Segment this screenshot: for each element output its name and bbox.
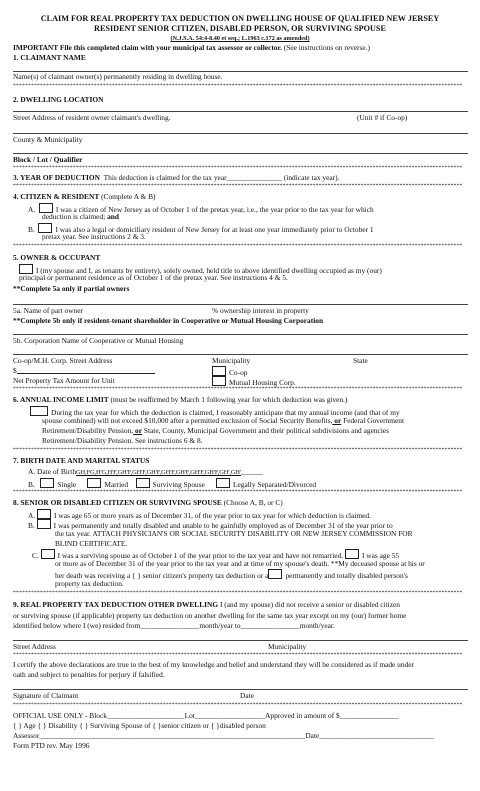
age-55-checkbox[interactable] bbox=[345, 549, 359, 559]
street-address-caption: Street Address of resident owner claimant's dwelling. bbox=[13, 113, 171, 122]
divider: ****************************************************************************************************************************************************** bbox=[13, 165, 463, 171]
corporation-name-caption: 5b. Corporation Name of Cooperative or Mutual Housing bbox=[13, 336, 184, 345]
owner-occupant-line1: I (my spouse and I, as tenants by entirety), solely owned, held title to above identified dwelling occupied as my (our) bbox=[19, 264, 382, 275]
section-5-heading: 5. OWNER & OCCUPANT bbox=[13, 253, 101, 262]
owner-occupant-line2: principal or permanent residence as of October 1 of the pretax year. See instructions 4 & 5. bbox=[19, 273, 288, 282]
form-title-line1: CLAIM FOR REAL PROPERTY TAX DEDUCTION ON DWELLING HOUSE OF QUALIFIED NEW JERSEY bbox=[40, 14, 440, 23]
income-limit-checkbox[interactable] bbox=[30, 406, 48, 416]
disabled-person-deduction-checkbox[interactable] bbox=[268, 569, 282, 579]
disabled-option-b-line3: BLIND CERTIFICATE. bbox=[55, 539, 128, 548]
section-7-heading: 7. BIRTH DATE AND MARITAL STATUS bbox=[13, 456, 150, 465]
disabled-option-b-line2: the tax year. ATTACH PHYSICIAN'S OR SOCIAL SECURITY DISABILITY OR NEW JERSEY COMMISSION FOR bbox=[55, 529, 413, 538]
married-checkbox[interactable] bbox=[87, 478, 101, 488]
divider: ****************************************************************************************************************************************************** bbox=[13, 386, 463, 392]
block-lot-caption: Block / Lot / Qualifier bbox=[13, 155, 83, 164]
mutual-housing-option: Mutual Housing Corp. bbox=[212, 376, 296, 387]
section-4b: B. I was also a legal or domiciliary resident of New Jersey for at least one year immediately prior to October 1 bbox=[28, 225, 374, 234]
unit-caption: (Unit # if Co-op) bbox=[357, 113, 408, 122]
official-use-line1: OFFICIAL USE ONLY - Block_____________________Lot___________________Approved in amount of $________________ bbox=[13, 711, 399, 720]
section-6-heading: 6. ANNUAL INCOME LIMIT (must be reaffirmed by March 1 following year for which deduction was given.) bbox=[13, 395, 348, 404]
former-street-caption: Street Address bbox=[13, 642, 56, 651]
form-revision: Form PTD rev. May 1996 bbox=[13, 741, 90, 750]
date-of-birth-field[interactable]: A. Date of BirthGH,FG,H'G,H'F,GH'F,GH'F,GH'F,GH'F,GH'F,GH'F,GH'F,GH',GH'______ bbox=[28, 467, 264, 476]
disabled-checkbox[interactable] bbox=[37, 519, 51, 529]
single-checkbox[interactable] bbox=[40, 478, 54, 488]
certify-line2: oath and subject to penalties for perjury if falsified. bbox=[13, 670, 165, 679]
date-caption: Date bbox=[240, 691, 254, 700]
official-use-line3: Assessor________________________________________________________________________Date_______________________________ bbox=[13, 731, 434, 740]
divider: ****************************************************************************************************************************************************** bbox=[13, 652, 463, 658]
former-address-field[interactable] bbox=[13, 640, 468, 641]
corporation-name-field[interactable] bbox=[13, 334, 468, 335]
income-line3: Retirement/Disability Pension, or State, County, Municipal Government and their political subdivisions and agencies bbox=[42, 426, 390, 435]
county-municipality-field[interactable] bbox=[13, 133, 468, 134]
coop-address-field[interactable] bbox=[13, 354, 468, 355]
part-owner-field[interactable] bbox=[13, 304, 468, 305]
claimant-name-caption: Name(s) of claimant owner(s) permanently residing in dwelling house. bbox=[13, 72, 223, 81]
section-9-line1: 9. REAL PROPERTY TAX DEDUCTION OTHER DWELLING I (and my spouse) did not receive a senior or disabled citizen bbox=[13, 600, 400, 609]
surviving-spouse-checkbox[interactable] bbox=[136, 478, 150, 488]
statute-reference: (N.J.S.A. 54:4-8.40 et seq.; L.1963 c.172 as amended) bbox=[170, 35, 310, 42]
coop-municipality-caption: Municipality bbox=[212, 356, 251, 365]
coop-option: Co-op bbox=[212, 366, 247, 377]
income-line2: spouse combined) will not exceed $10,000 after a permitted exclusion of Social Security Benefits, or Federal Government bbox=[42, 416, 405, 425]
divider: ****************************************************************************************************************************************************** bbox=[13, 243, 463, 249]
coop-checkbox[interactable] bbox=[212, 366, 226, 376]
net-tax-amount-field[interactable]: $ bbox=[13, 366, 155, 375]
surviving-option-c: C. I was a surviving spouse as of October 1 of the year prior to the tax year and have not remarried. I was age 55 bbox=[32, 551, 400, 560]
net-tax-caption: Net Property Tax Amount for Unit bbox=[13, 376, 115, 385]
section-4a: A. I was a citizen of New Jersey as of October 1 of the pretax year, i.e., the year prior to the tax year for which bbox=[28, 205, 374, 214]
marital-status-row: B. Single Married Surviving Spouse Legally Separated/Divorced bbox=[28, 480, 317, 489]
divider: ****************************************************************************************************************************************************** bbox=[13, 183, 463, 189]
surviving-spouse-55-checkbox[interactable] bbox=[41, 549, 55, 559]
divider: ****************************************************************************************************************************************************** bbox=[13, 83, 463, 89]
section-4b-cont: pretax year. See instructions 2 & 3. bbox=[42, 232, 146, 241]
disabled-option-b: B. I was permanently and totally disabled and unable to be gainfully employed as of December 31 of the year prior to bbox=[28, 521, 393, 530]
signature-field[interactable] bbox=[13, 689, 468, 690]
divider: ****************************************************************************************************************************************************** bbox=[13, 590, 463, 596]
section-8-heading: 8. SENIOR OR DISABLED CITIZEN OR SURVIVING SPOUSE (Choose A, B, or C) bbox=[13, 498, 283, 507]
divider: ****************************************************************************************************************************************************** bbox=[13, 489, 463, 495]
important-note: IMPORTANT File this completed claim with your municipal tax assessor or collector. (See instructions on reverse.) bbox=[13, 43, 370, 52]
block-lot-field[interactable] bbox=[13, 153, 468, 154]
divider: ****************************************************************************************************************************************************** bbox=[13, 702, 463, 708]
divider: ****************************************************************************************************************************************************** bbox=[13, 447, 463, 453]
official-use-line2: { } Age { } Disability { } Surviving Spouse of { }senior citizen or { }disabled person bbox=[13, 721, 266, 730]
coop-street-caption: Co-op/M.H. Corp. Street Address bbox=[13, 356, 113, 365]
street-address-field[interactable] bbox=[13, 111, 468, 112]
section-9-line2: or surviving spouse (if applicable) property tax deduction on another dwelling for the same tax year except on my (our) former home bbox=[13, 611, 407, 620]
note-5a: **Complete 5a only if partial owners bbox=[13, 284, 130, 293]
surviving-option-c-line3: her death was receiving a { } senior citizen's property tax deduction or a permanently and totally disabled person's bbox=[55, 571, 408, 580]
section-4a-cont: deduction is claimed; and bbox=[42, 212, 119, 221]
senior-option-a: A. I was age 65 or more years as of December 31, of the year prior to tax year for which deduction is claimed. bbox=[28, 511, 371, 520]
section-2-heading: 2. DWELLING LOCATION bbox=[13, 95, 104, 104]
income-line4: Retirement/Disability Pension. See instructions 6 & 8. bbox=[42, 436, 203, 445]
note-5b: **Complete 5b only if resident-tenant shareholder in Cooperative or Mutual Housing Corporation bbox=[13, 316, 324, 325]
mutual-housing-checkbox[interactable] bbox=[212, 376, 226, 386]
surviving-option-c-line4: property tax deduction. bbox=[55, 579, 124, 588]
section-9-line3: identified below where I (we) resided from________________month/year to________________month/year. bbox=[13, 621, 335, 630]
county-municipality-caption: County & Municipality bbox=[13, 135, 83, 144]
former-municipality-caption: Municipality bbox=[268, 642, 307, 651]
section-1-heading: 1. CLAIMANT NAME bbox=[13, 53, 86, 62]
part-owner-caption: 5a. Name of part owner bbox=[13, 306, 83, 315]
coop-state-caption: State bbox=[353, 356, 368, 365]
section-4-heading: 4. CITIZEN & RESIDENT (Complete A & B) bbox=[13, 192, 156, 201]
senior-65-checkbox[interactable] bbox=[37, 509, 51, 519]
section-3: 3. YEAR OF DEDUCTION This deduction is claimed for the tax year_______________ (indicate tax year). bbox=[13, 173, 340, 182]
signature-caption: Signature of Claimant bbox=[13, 691, 79, 700]
surviving-option-c-line2: or more as of December 31 of the year prior to the tax year and at time of my spouse's death. **My deceased spouse at his or bbox=[55, 559, 425, 568]
separated-checkbox[interactable] bbox=[216, 478, 230, 488]
ownership-interest-caption: % ownership interest in property bbox=[212, 306, 309, 315]
form-title-line2: RESIDENT SENIOR CITIZEN, DISABLED PERSON, OR SURVIVING SPOUSE bbox=[94, 24, 386, 33]
income-line1: During the tax year for which the deduction is claimed, I reasonably anticipate that my annual income (and that of my bbox=[42, 406, 400, 417]
certify-line1: I certify the above declarations are true to the best of my knowledge and belief and understand they will be considered as if made under bbox=[13, 660, 414, 669]
